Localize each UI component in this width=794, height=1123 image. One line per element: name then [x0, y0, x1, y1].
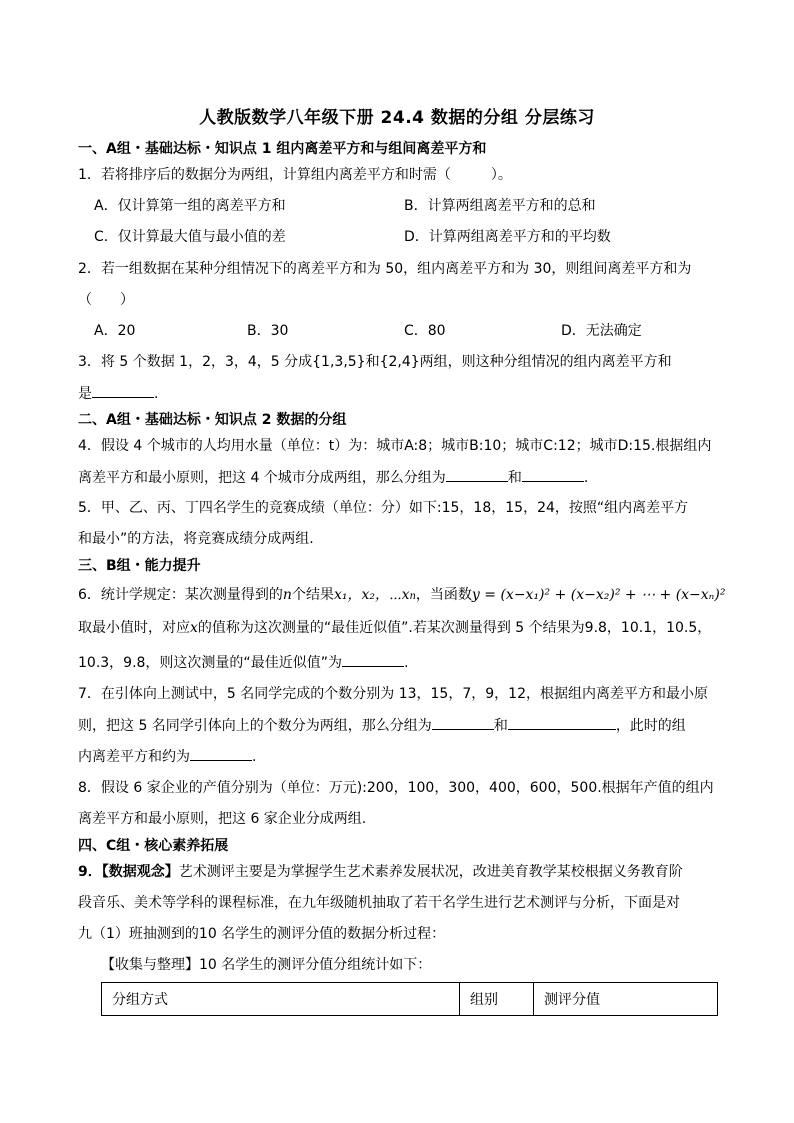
q7-line3-suffix: . [252, 749, 257, 765]
q4-mid: 和 [507, 470, 522, 486]
q6-line3-prefix: 10.3，9.8，则这次测量的“最佳近似值”为 [78, 655, 342, 671]
q7-suffix: ，此时的组 [615, 718, 686, 734]
table-header-cell: 组别 [460, 983, 534, 1016]
question-8-line-1: 8．假设 6 家企业的产值分别为（单位：万元):200，100，300，400，600，500.根据年产值的组内 [78, 780, 714, 796]
table-header-cell: 分组方式 [102, 983, 460, 1016]
question-9-line-4 [101, 955, 431, 975]
q9-tag: 9．【数据观念】 [78, 864, 179, 880]
question-7-line-2 [78, 715, 686, 736]
question-2-line-2: （ ） [78, 292, 134, 308]
q6-line2-suffix: 的值称为这次测量的“最佳近似值”.若某次测量得到 5 个结果为9.8，10.1，10.5， [197, 620, 712, 636]
question-9-line-2: 段音乐、美术等学科的课程标准，在九年级随机抽取了若干名学生进行艺术测评与分析，下面是对 [78, 895, 680, 911]
question-3-line-2 [78, 383, 158, 404]
q9-line1-text: 艺术测评主要是为掌握学生艺术素养发展状况，改进美育教学某校根据义务教育阶 [178, 864, 683, 880]
math-x-list: x₁，x₂，⋯x [333, 587, 410, 603]
question-6-line-3 [78, 652, 408, 673]
q2-option-c: C．80 [404, 323, 446, 339]
q3-prefix: 是 [78, 386, 92, 402]
q2-option-b: B．30 [247, 323, 289, 339]
question-1-stem [78, 165, 512, 185]
question-5-line-2: 和最小”的方法，将竞赛成绩分成两组. [78, 531, 314, 547]
math-n: n [282, 587, 292, 603]
q3-suffix: . [154, 386, 159, 402]
question-2-line-1: 2．若一组数据在某种分组情况下的离差平方和为 50，组内离差平方和为 30，则组间离差平方和为 [78, 261, 692, 277]
answer-blank[interactable] [432, 715, 494, 730]
question-5-line-1: 5．甲、乙、丙、丁四名学生的竞赛成绩（单位：分）如下:15，18，15，24，按照“组内离差平方 [78, 500, 689, 516]
question-4-line-2 [78, 467, 588, 488]
q7-mid: 和 [493, 718, 508, 734]
math-function: y = (x−x₁)² + (x−x₂)² + ⋯ + (x−xₙ)² [471, 587, 726, 603]
q4-suffix: . [583, 470, 589, 486]
section-heading-4: 四、C组・核心素养拓展 [78, 838, 229, 854]
answer-blank[interactable] [190, 746, 252, 761]
page-title: 人教版数学八年级下册 24.4 数据的分组 分层练习 [199, 108, 595, 128]
table-header-row [102, 983, 718, 1016]
question-4-line-1: 4．假设 4 个城市的人均用水量（单位：t）为：城市A:8；城市B:10；城市C:12；城市D:15.根据组内 [78, 438, 712, 454]
answer-blank[interactable] [446, 467, 508, 482]
math-x: x [190, 620, 198, 636]
section-heading-2: 二、A组・基础达标・知识点 2 数据的分组 [78, 412, 347, 428]
answer-blank[interactable] [92, 383, 154, 398]
question-9-line-3: 九（1）班抽测到的10 名学生的测评分值的数据分析过程： [78, 926, 446, 942]
q1-option-a: A．仅计算第一组的离差平方和 [94, 198, 286, 214]
table-header-cell: 测评分值 [534, 983, 718, 1016]
q9-collect-text: 10 名学生的测评分值分组统计如下： [199, 957, 432, 973]
answer-blank[interactable] [508, 715, 616, 730]
q7-prefix: 则，把这 5 名同学引体向上的个数分为两组，那么分组为 [78, 718, 432, 734]
q6-mid: 个结果 [291, 587, 334, 603]
q6-mid2: ，当函数 [415, 587, 472, 603]
answer-blank[interactable] [342, 652, 404, 667]
question-6-line-2 [78, 618, 711, 638]
q1-option-d: D．计算两组离差平方和的平均数 [404, 229, 611, 245]
q1-option-c: C．仅计算最大值与最小值的差 [94, 229, 286, 245]
answer-blank[interactable] [522, 467, 584, 482]
question-7-line-3 [78, 746, 256, 767]
question-9-line-1 [78, 862, 683, 882]
section-heading-1: 一、A组・基础达标・知识点 1 组内离差平方和与组间离差平方和 [78, 141, 487, 157]
question-6-line-1: 6．统计学规定：某次测量得到的n个结果x₁，x₂，⋯xn，当函数y = (x−x₁)² + (x−x₂)² + ⋯ + (x−xₙ)² [78, 587, 726, 603]
section-heading-3: 三、B组・能力提升 [78, 558, 201, 574]
q6-line3-suffix: . [403, 655, 409, 671]
q7-line3-prefix: 内离差平方和约为 [78, 749, 190, 765]
q2-option-a: A．20 [94, 323, 136, 339]
q6-line2-prefix: 取最小值时，对应 [78, 620, 190, 636]
score-group-table [101, 982, 718, 1016]
question-8-line-2: 离差平方和最小原则，把这 6 家企业分成两组. [78, 811, 367, 827]
q4-prefix: 离差平方和最小原则，把这 4 个城市分成两组，那么分组为 [78, 470, 446, 486]
q2-option-d: D．无法确定 [561, 323, 642, 339]
question-1-text: 1．若将排序后的数据分为两组，计算组内离差平方和时需（ [78, 167, 451, 183]
q1-option-b: B．计算两组离差平方和的总和 [404, 198, 596, 214]
q6-prefix: 6．统计学规定：某次测量得到的 [78, 587, 283, 603]
q9-collect-tag: 【收集与整理】 [101, 957, 199, 973]
question-1-close: ）。 [490, 167, 512, 183]
question-7-line-1: 7．在引体向上测试中，5 名同学完成的个数分别为 13，15，7，9，12，根据组内离差平方和最小原 [78, 686, 708, 702]
question-3-line-1: 3．将 5 个数据 1，2，3，4，5 分成{1,3,5}和{2,4}两组，则这种分组情况的组内离差平方和 [78, 354, 672, 370]
